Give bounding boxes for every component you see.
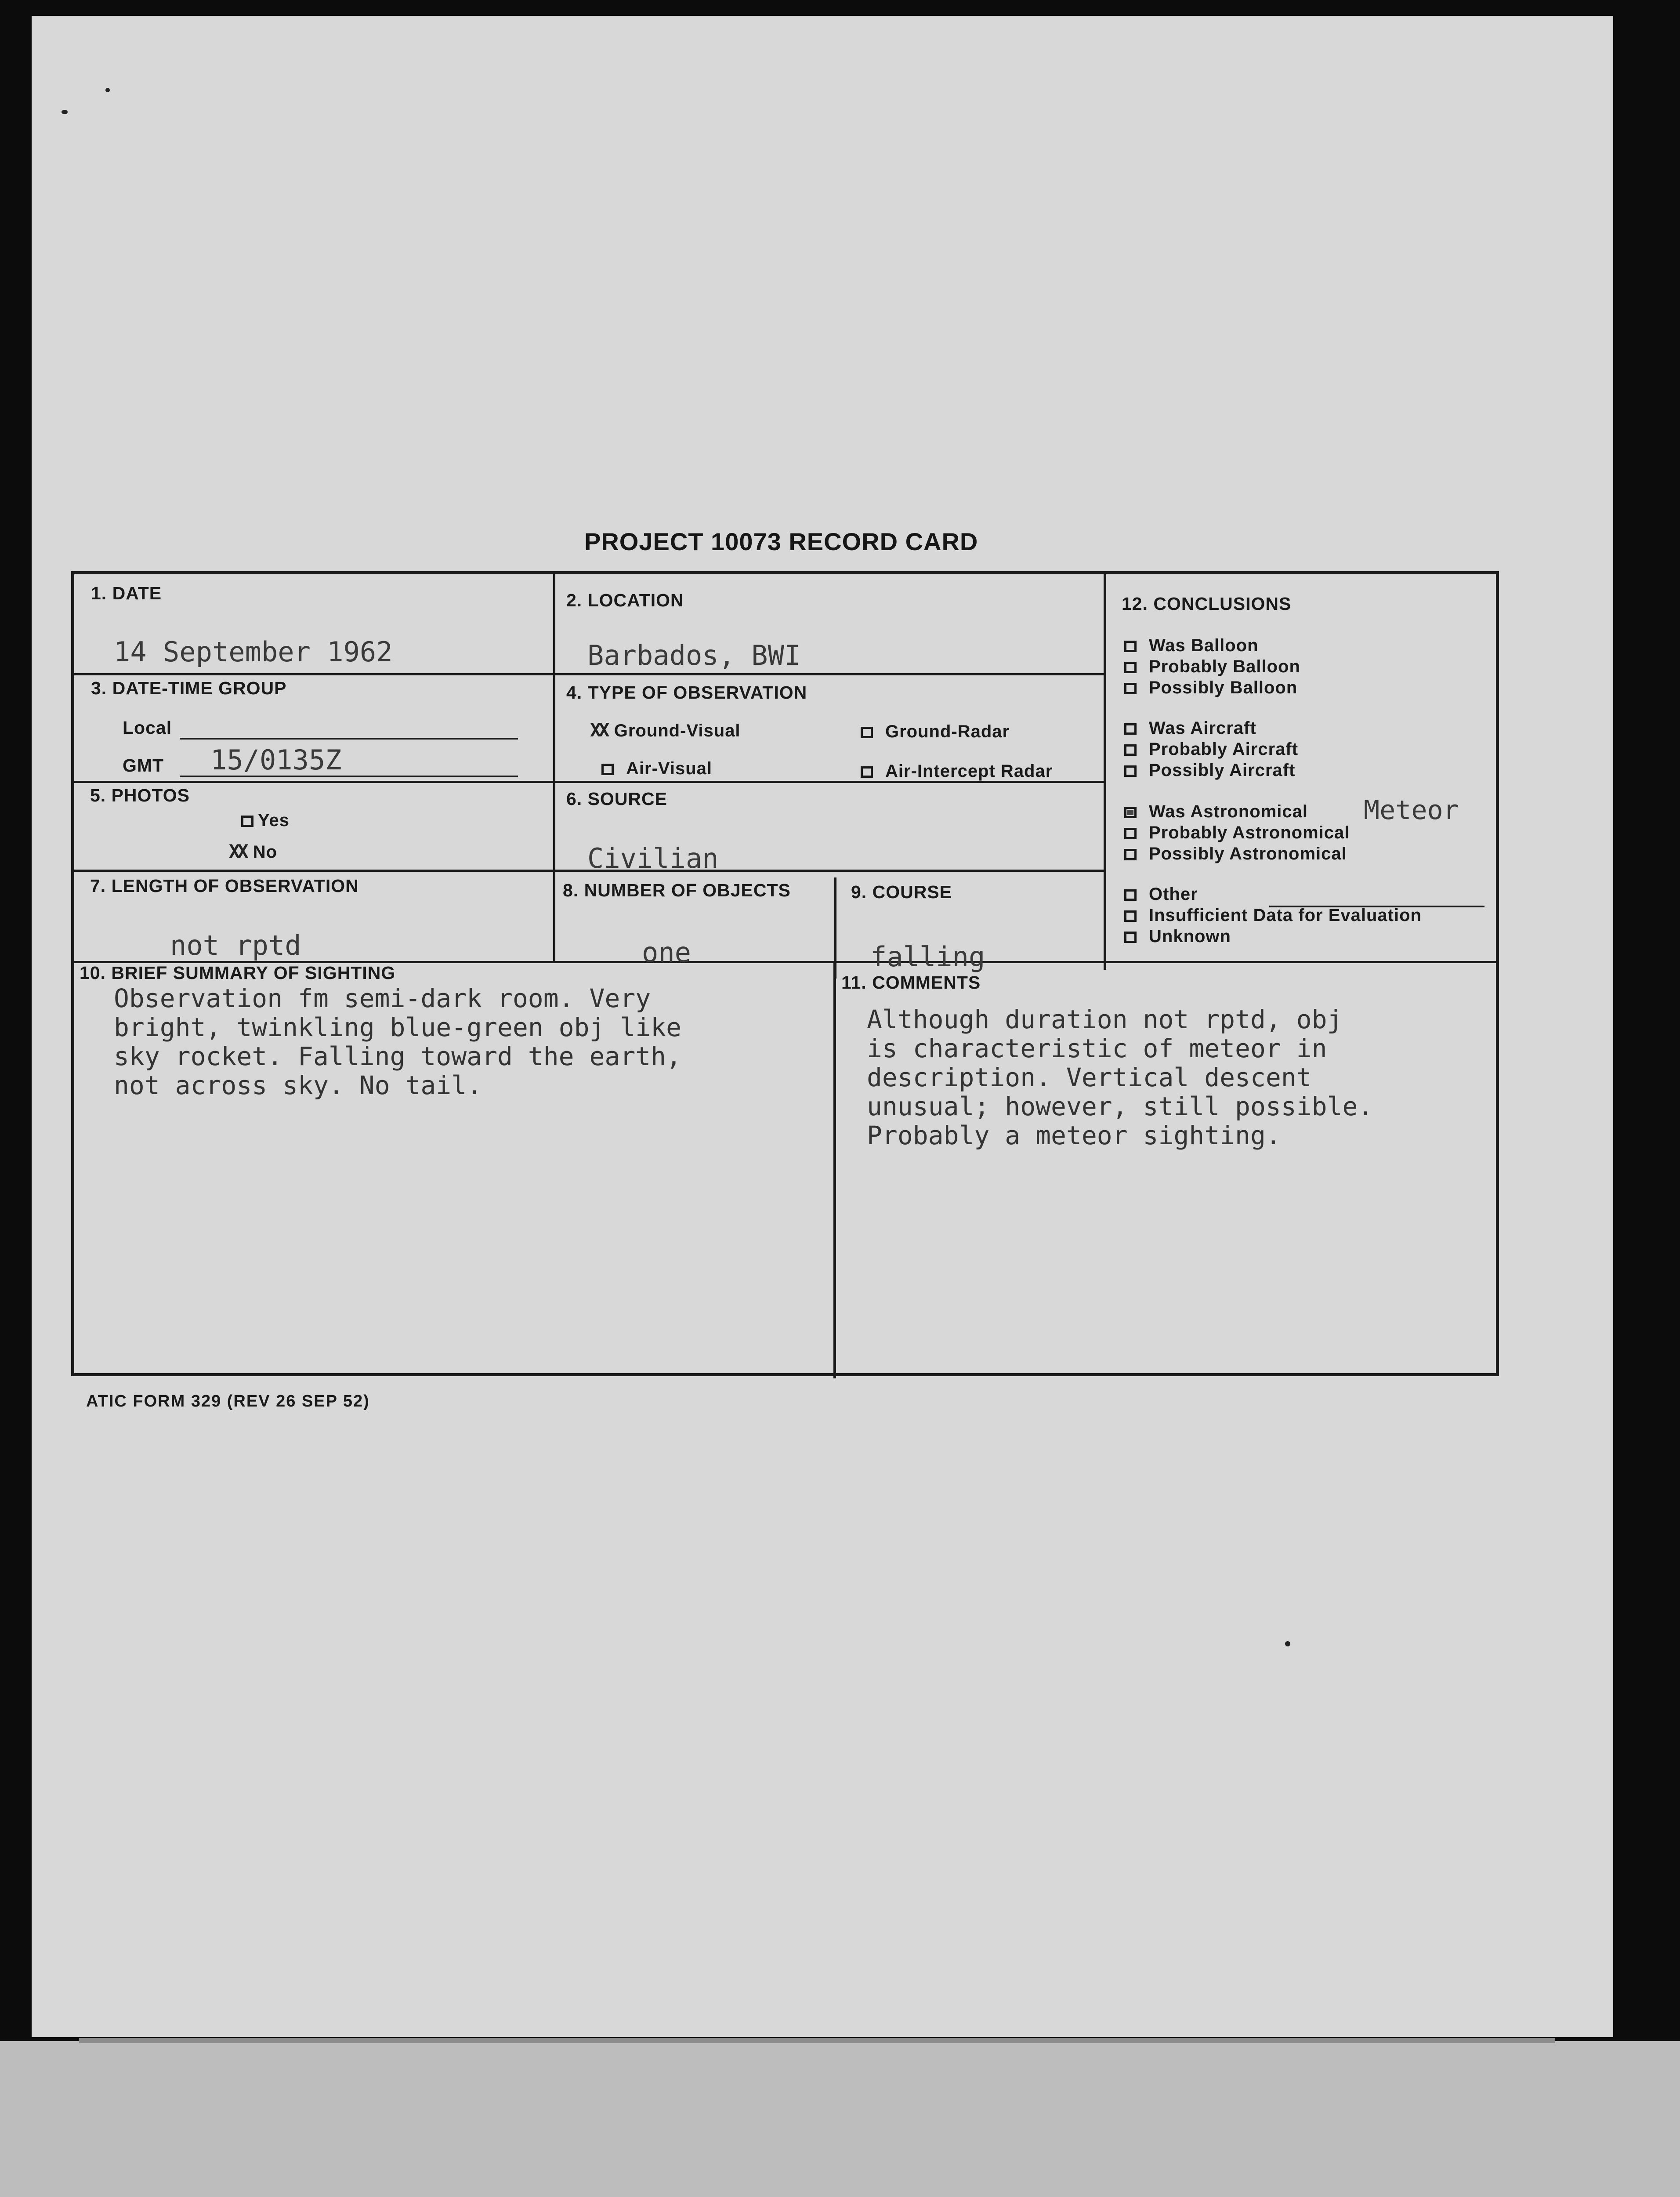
option-air-visual[interactable] <box>601 759 712 779</box>
option-ground-radar-label: Ground-Radar <box>885 722 1010 741</box>
course-label: 9. COURSE <box>851 882 952 902</box>
option-ground-radar[interactable] <box>861 722 1010 742</box>
checkbox[interactable] <box>1124 910 1137 922</box>
form-number: ATIC FORM 329 (REV 26 SEP 52) <box>86 1392 370 1410</box>
checkbox[interactable] <box>1124 683 1137 694</box>
conclusion-probably-balloon[interactable] <box>1124 657 1300 677</box>
photos-yes-option[interactable] <box>241 811 290 830</box>
conclusion-possibly-aircraft[interactable] <box>1124 761 1295 780</box>
scan-speck <box>1285 1641 1290 1646</box>
option-ground-visual-label: Ground-Visual <box>614 721 741 740</box>
checkbox[interactable] <box>861 727 873 738</box>
checkbox[interactable] <box>1124 641 1137 652</box>
option-air-intercept-radar-label: Air-Intercept Radar <box>885 761 1053 781</box>
conclusions-label: 12. CONCLUSIONS <box>1122 594 1292 614</box>
comments-label: 11. COMMENTS <box>841 972 981 993</box>
course-value: falling <box>870 941 985 973</box>
checkbox[interactable] <box>1124 828 1137 839</box>
conclusion-label: Was Aircraft <box>1149 718 1256 738</box>
comments-line: unusual; however, still possible. <box>867 1091 1373 1121</box>
conclusion-label: Was Balloon <box>1149 636 1259 655</box>
checkbox-checked[interactable] <box>1124 807 1137 818</box>
checkbox[interactable] <box>601 764 614 775</box>
typed-x-mark: XX <box>229 841 246 862</box>
type-of-observation-label: 4. TYPE OF OBSERVATION <box>566 682 807 703</box>
summary-line: sky rocket. Falling toward the earth, <box>114 1041 682 1071</box>
conclusion-insufficient-data[interactable] <box>1124 906 1422 925</box>
typed-x-mark: XX <box>590 719 607 741</box>
record-card <box>71 571 1499 1376</box>
source-value: Civilian <box>587 842 719 874</box>
summary-label: 10. BRIEF SUMMARY OF SIGHTING <box>80 963 396 983</box>
conclusion-label: Probably Astronomical <box>1149 823 1350 842</box>
column-divider <box>553 574 555 961</box>
checkbox[interactable] <box>241 816 253 827</box>
conclusion-was-astronomical[interactable] <box>1124 802 1308 822</box>
conclusion-probably-aircraft[interactable] <box>1124 740 1298 759</box>
summary-line: Observation fm semi-dark room. Very <box>114 983 651 1013</box>
lower-paper-area <box>0 2041 1680 2197</box>
local-label: Local <box>123 718 172 738</box>
option-air-intercept-radar[interactable] <box>861 761 1053 781</box>
local-fill-line <box>180 738 518 740</box>
scan-speck <box>105 88 110 92</box>
row-divider <box>74 673 1104 675</box>
checkbox[interactable] <box>1124 744 1137 756</box>
option-air-visual-label: Air-Visual <box>626 759 712 778</box>
checkbox[interactable] <box>1124 849 1137 860</box>
photos-no-option[interactable] <box>229 841 277 862</box>
scan-speck <box>62 110 68 114</box>
checkbox[interactable] <box>1124 889 1137 901</box>
astronomical-note: Meteor <box>1364 795 1459 826</box>
conclusion-label: Possibly Balloon <box>1149 678 1298 697</box>
conclusion-unknown[interactable] <box>1124 927 1231 946</box>
photos-yes-label: Yes <box>258 811 290 830</box>
conclusion-label: Insufficient Data for Evaluation <box>1149 906 1422 925</box>
length-of-observation-value: not rptd <box>170 929 301 961</box>
date-value: 14 September 1962 <box>114 636 393 668</box>
number-of-objects-label: 8. NUMBER OF OBJECTS <box>563 880 791 900</box>
comments-line: Although duration not rptd, obj <box>867 1004 1343 1034</box>
checkbox[interactable] <box>1124 662 1137 673</box>
conclusion-label: Probably Balloon <box>1149 657 1300 676</box>
source-label: 6. SOURCE <box>566 789 667 809</box>
location-value: Barbados, BWI <box>587 639 801 671</box>
conclusion-was-aircraft[interactable] <box>1124 718 1256 738</box>
photos-no-label: No <box>253 842 278 862</box>
conclusion-label: Was Astronomical <box>1149 802 1308 821</box>
location-label: 2. LOCATION <box>566 590 684 610</box>
length-of-observation-label: 7. LENGTH OF OBSERVATION <box>90 876 359 896</box>
date-label: 1. DATE <box>91 583 162 603</box>
column-divider <box>1104 574 1106 970</box>
comments-line: is characteristic of meteor in <box>867 1033 1327 1063</box>
photos-label: 5. PHOTOS <box>90 785 190 805</box>
comments-line: description. Vertical descent <box>867 1062 1312 1092</box>
conclusion-label: Unknown <box>1149 927 1231 946</box>
conclusion-label: Other <box>1149 885 1198 904</box>
gmt-value: 15/0135Z <box>210 744 342 776</box>
checkbox[interactable] <box>861 766 873 778</box>
summary-line: bright, twinkling blue-green obj like <box>114 1012 682 1042</box>
checkbox[interactable] <box>1124 932 1137 943</box>
summary-text <box>114 984 681 1100</box>
date-time-group-label: 3. DATE-TIME GROUP <box>91 678 287 698</box>
comments-text <box>867 1005 1373 1150</box>
card-title: PROJECT 10073 RECORD CARD <box>584 528 978 555</box>
number-of-objects-value: one <box>642 936 691 968</box>
conclusion-probably-astronomical[interactable] <box>1124 823 1350 843</box>
conclusion-label: Possibly Aircraft <box>1149 761 1296 780</box>
conclusion-possibly-balloon[interactable] <box>1124 678 1297 698</box>
option-ground-visual[interactable] <box>590 719 741 741</box>
checkbox[interactable] <box>1124 765 1137 777</box>
gmt-label: GMT <box>123 755 164 776</box>
conclusion-label: Possibly Astronomical <box>1149 844 1347 863</box>
conclusion-label: Probably Aircraft <box>1149 740 1299 759</box>
conclusion-was-balloon[interactable] <box>1124 636 1259 656</box>
conclusion-possibly-astronomical[interactable] <box>1124 844 1347 864</box>
column-divider <box>833 961 836 1378</box>
checkbox[interactable] <box>1124 723 1137 735</box>
summary-line: not across sky. No tail. <box>114 1070 482 1100</box>
comments-line: Probably a meteor sighting. <box>867 1120 1281 1150</box>
conclusion-other[interactable] <box>1124 885 1198 904</box>
fold-shadow <box>79 2038 1555 2043</box>
